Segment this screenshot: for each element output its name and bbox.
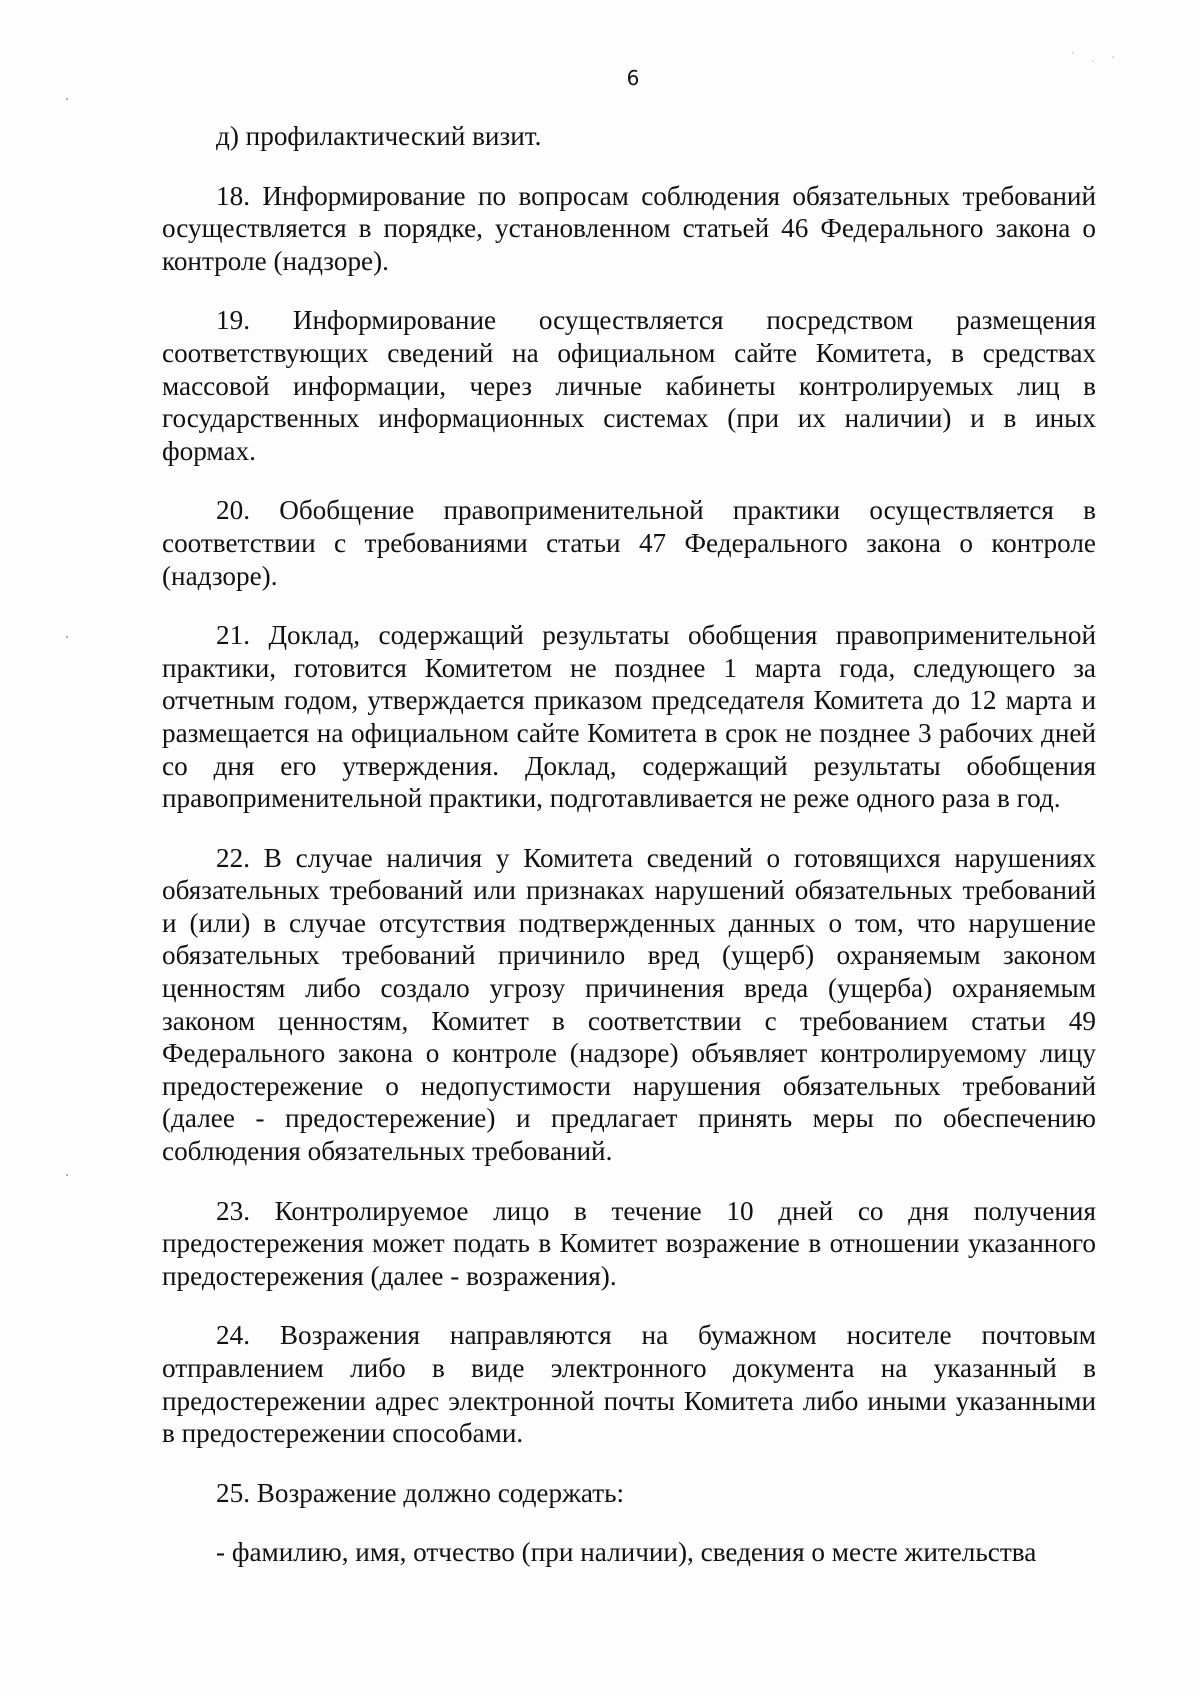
paragraph-22: 22. В случае наличия у Комитета сведений о готовящихся нарушениях обязательных требований или признаках нарушений обязательных требований и (или) в случае отсутствия подтвержденных данных о том, что нарушение обязательных требований причинило вред (ущерб) охраняемым законом ценностям либо создало угрозу причинения вреда (ущерба) охраняемым законом ценностям, Комитет в соответствии с требованием статьи 49 Федерального закона о контроле (надзоре) объявляет контролируемому лицу предостережение о недопустимости нарушения обязательных требований (далее - предостережение) и предлагает принять меры по обеспечению соблюдения обязательных требований. — [162, 842, 1096, 1167]
scan-speck — [1092, 60, 1094, 62]
scan-speck — [66, 98, 68, 100]
paragraph-18: 18. Информирование по вопросам соблюдения обязательных требований осуществляется в порядке, установленном статьей 46 Федерального закона о контроле (надзоре). — [162, 180, 1096, 276]
paragraph-25: 25. Возражение должно содержать: — [216, 1477, 625, 1508]
paragraph-20: 20. Обобщение правоприменительной практики осуществляется в соответствии с требованиями статьи 47 Федерального закона о контроле (надзоре). — [162, 495, 1096, 591]
document-body — [162, 120, 1096, 1596]
paragraph-19: 19. Информирование осуществляется посредством размещения соответствующих сведений на официальном сайте Комитета, в средствах массовой информации, через личные кабинеты контролируемых лиц в государственных информационных системах (при их наличии) и в иных формах. — [162, 305, 1096, 466]
scan-speck — [1112, 56, 1114, 58]
paragraph-24: 24. Возражения направляются на бумажном носителе почтовым отправлением либо в виде электронного документа на указанный в предостережении адрес электронной почты Комитета либо иными указанными в предостережении способами. — [162, 1320, 1096, 1449]
scan-speck — [1072, 52, 1074, 54]
paragraph-list-item: - фамилию, имя, отчество (при наличии), сведения о месте жительства — [216, 1537, 1037, 1568]
paragraph-23: 23. Контролируемое лицо в течение 10 дней со дня получения предостережения может подать в Комитет возражение в отношении указанного предостережения (далее - возражения). — [162, 1195, 1096, 1291]
scan-speck — [66, 636, 68, 638]
scan-speck — [66, 1174, 68, 1176]
paragraph-d-preventive-visit: д) профилактический визит. — [216, 121, 542, 151]
paragraph-21: 21. Доклад, содержащий результаты обобщения правоприменительной практики, готовится Комитетом не позднее 1 марта года, следующего за отчетным годом, утверждается приказом председателя Комитета до 12 марта и размещается на официальном сайте Комитета в срок не позднее 3 рабочих дней со дня его утверждения. Доклад, содержащий результаты обобщения правоприменительной практики, подготавливается не реже одного раза в год. — [162, 620, 1096, 814]
page-number: 6 — [626, 66, 640, 90]
